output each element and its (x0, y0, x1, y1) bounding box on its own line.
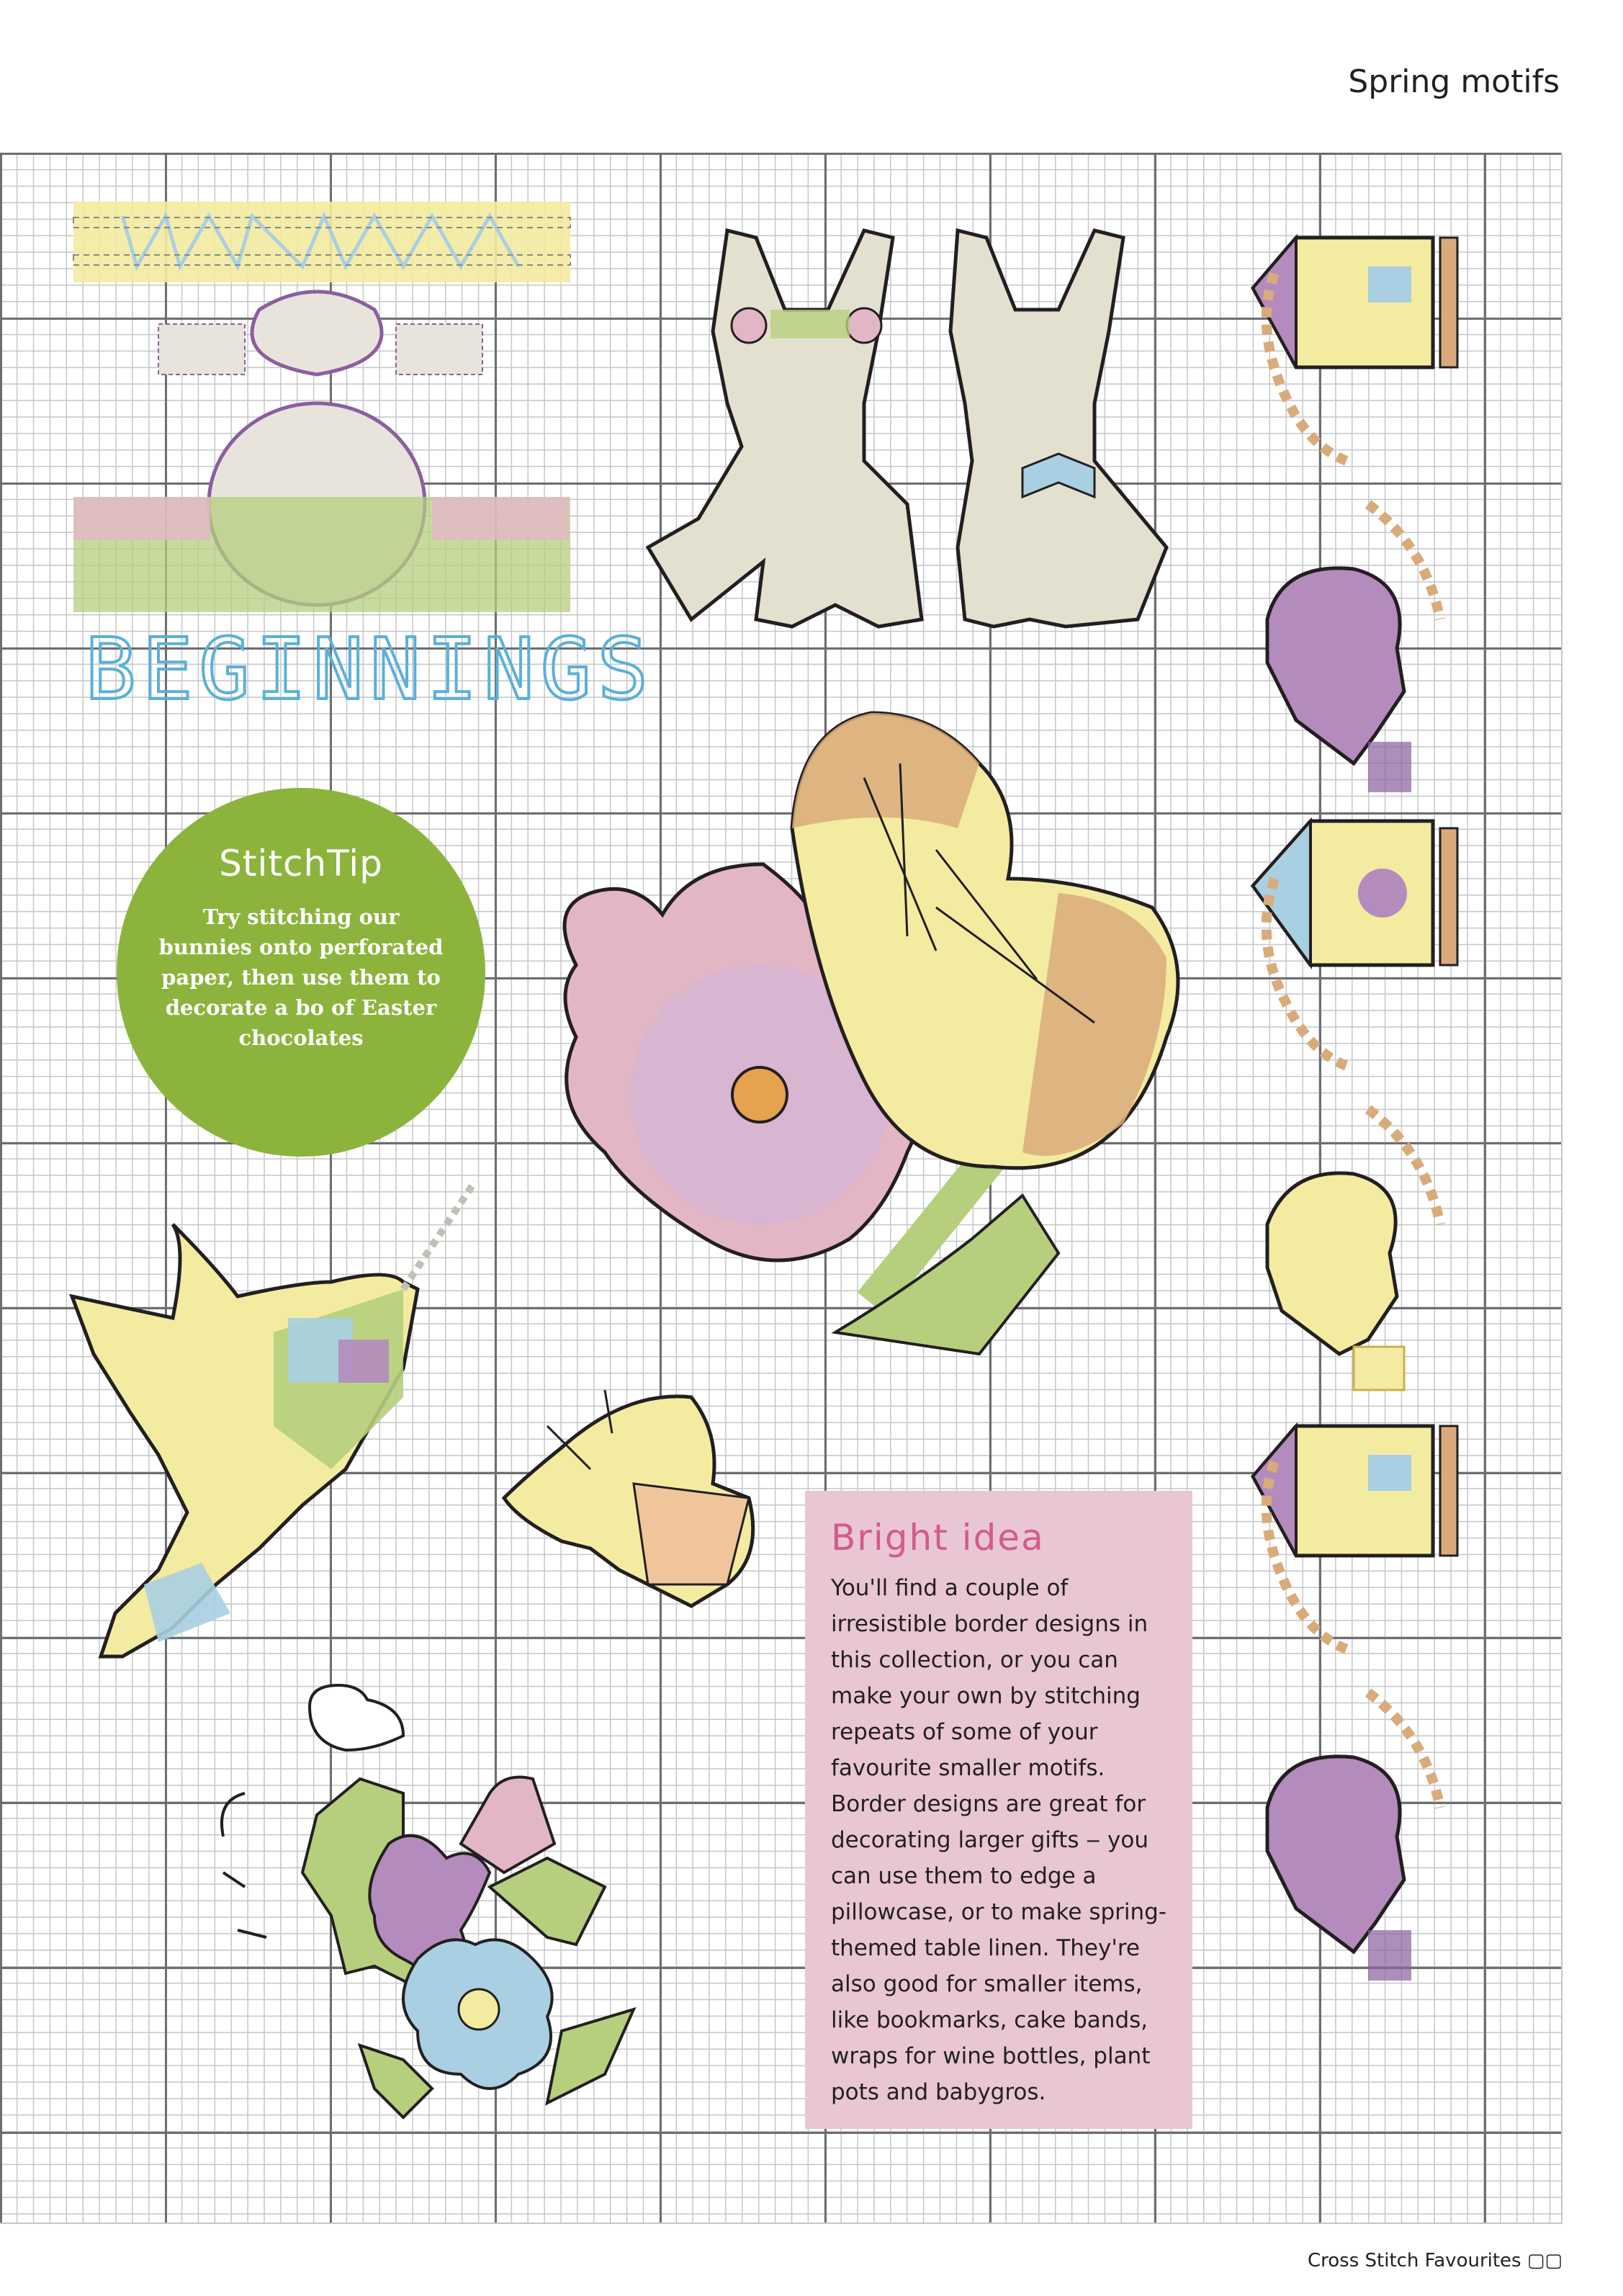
bunny-head (252, 292, 382, 375)
pansy-motif (565, 713, 1178, 1354)
border-bird-purple-2 (1267, 1757, 1411, 1981)
border-bird-purple-1 (1267, 568, 1411, 792)
bunny-ear-left (158, 324, 245, 375)
border-bird-yellow (1267, 1173, 1404, 1390)
bright-idea-title: Bright idea (831, 1517, 1045, 1559)
beginnings-text: BEGINNINGS (85, 619, 655, 719)
border-birdhouse-2 (1253, 821, 1457, 965)
hummingbird-motif (72, 1181, 475, 1656)
stitch-tip-title: StitchTip (219, 843, 383, 884)
section-title: Spring motifs (1348, 63, 1560, 100)
bunny-girl-motif (648, 230, 922, 627)
bunny-boy-motif (950, 230, 1166, 627)
bright-idea-box (805, 1491, 1192, 2129)
butterfly-motif (504, 1390, 753, 1606)
spring-posy-motif (222, 1685, 634, 2117)
stitch-tip-callout (117, 788, 485, 1157)
border-birdhouse-3 (1253, 1426, 1457, 1556)
border-birdhouse-1 (1253, 238, 1457, 367)
stitch-tip-body: Try stitching our bunnies onto perforated paper, then use them to decorate a bo of Easter chocolates (158, 905, 444, 1050)
page-footer: Cross Stitch Favourites ▢▢ (1307, 2250, 1563, 2272)
new-banner (73, 202, 570, 282)
new-beginnings-motif (73, 202, 654, 719)
bright-idea-body: You'll find a couple of irresistible border designs in this collection, or you can make your own by stitching repeats of some of your favourite smaller motifs. Border designs are great for decorating larger gifts ‒ you can use them to edge a pillowcase, or to make spring- themed table linen. They're also good for smaller items, like bookmarks, cake bands, wraps for wine bottles, plant pots and babygros. (831, 1575, 1167, 2105)
bunny-ear-right (396, 324, 482, 375)
